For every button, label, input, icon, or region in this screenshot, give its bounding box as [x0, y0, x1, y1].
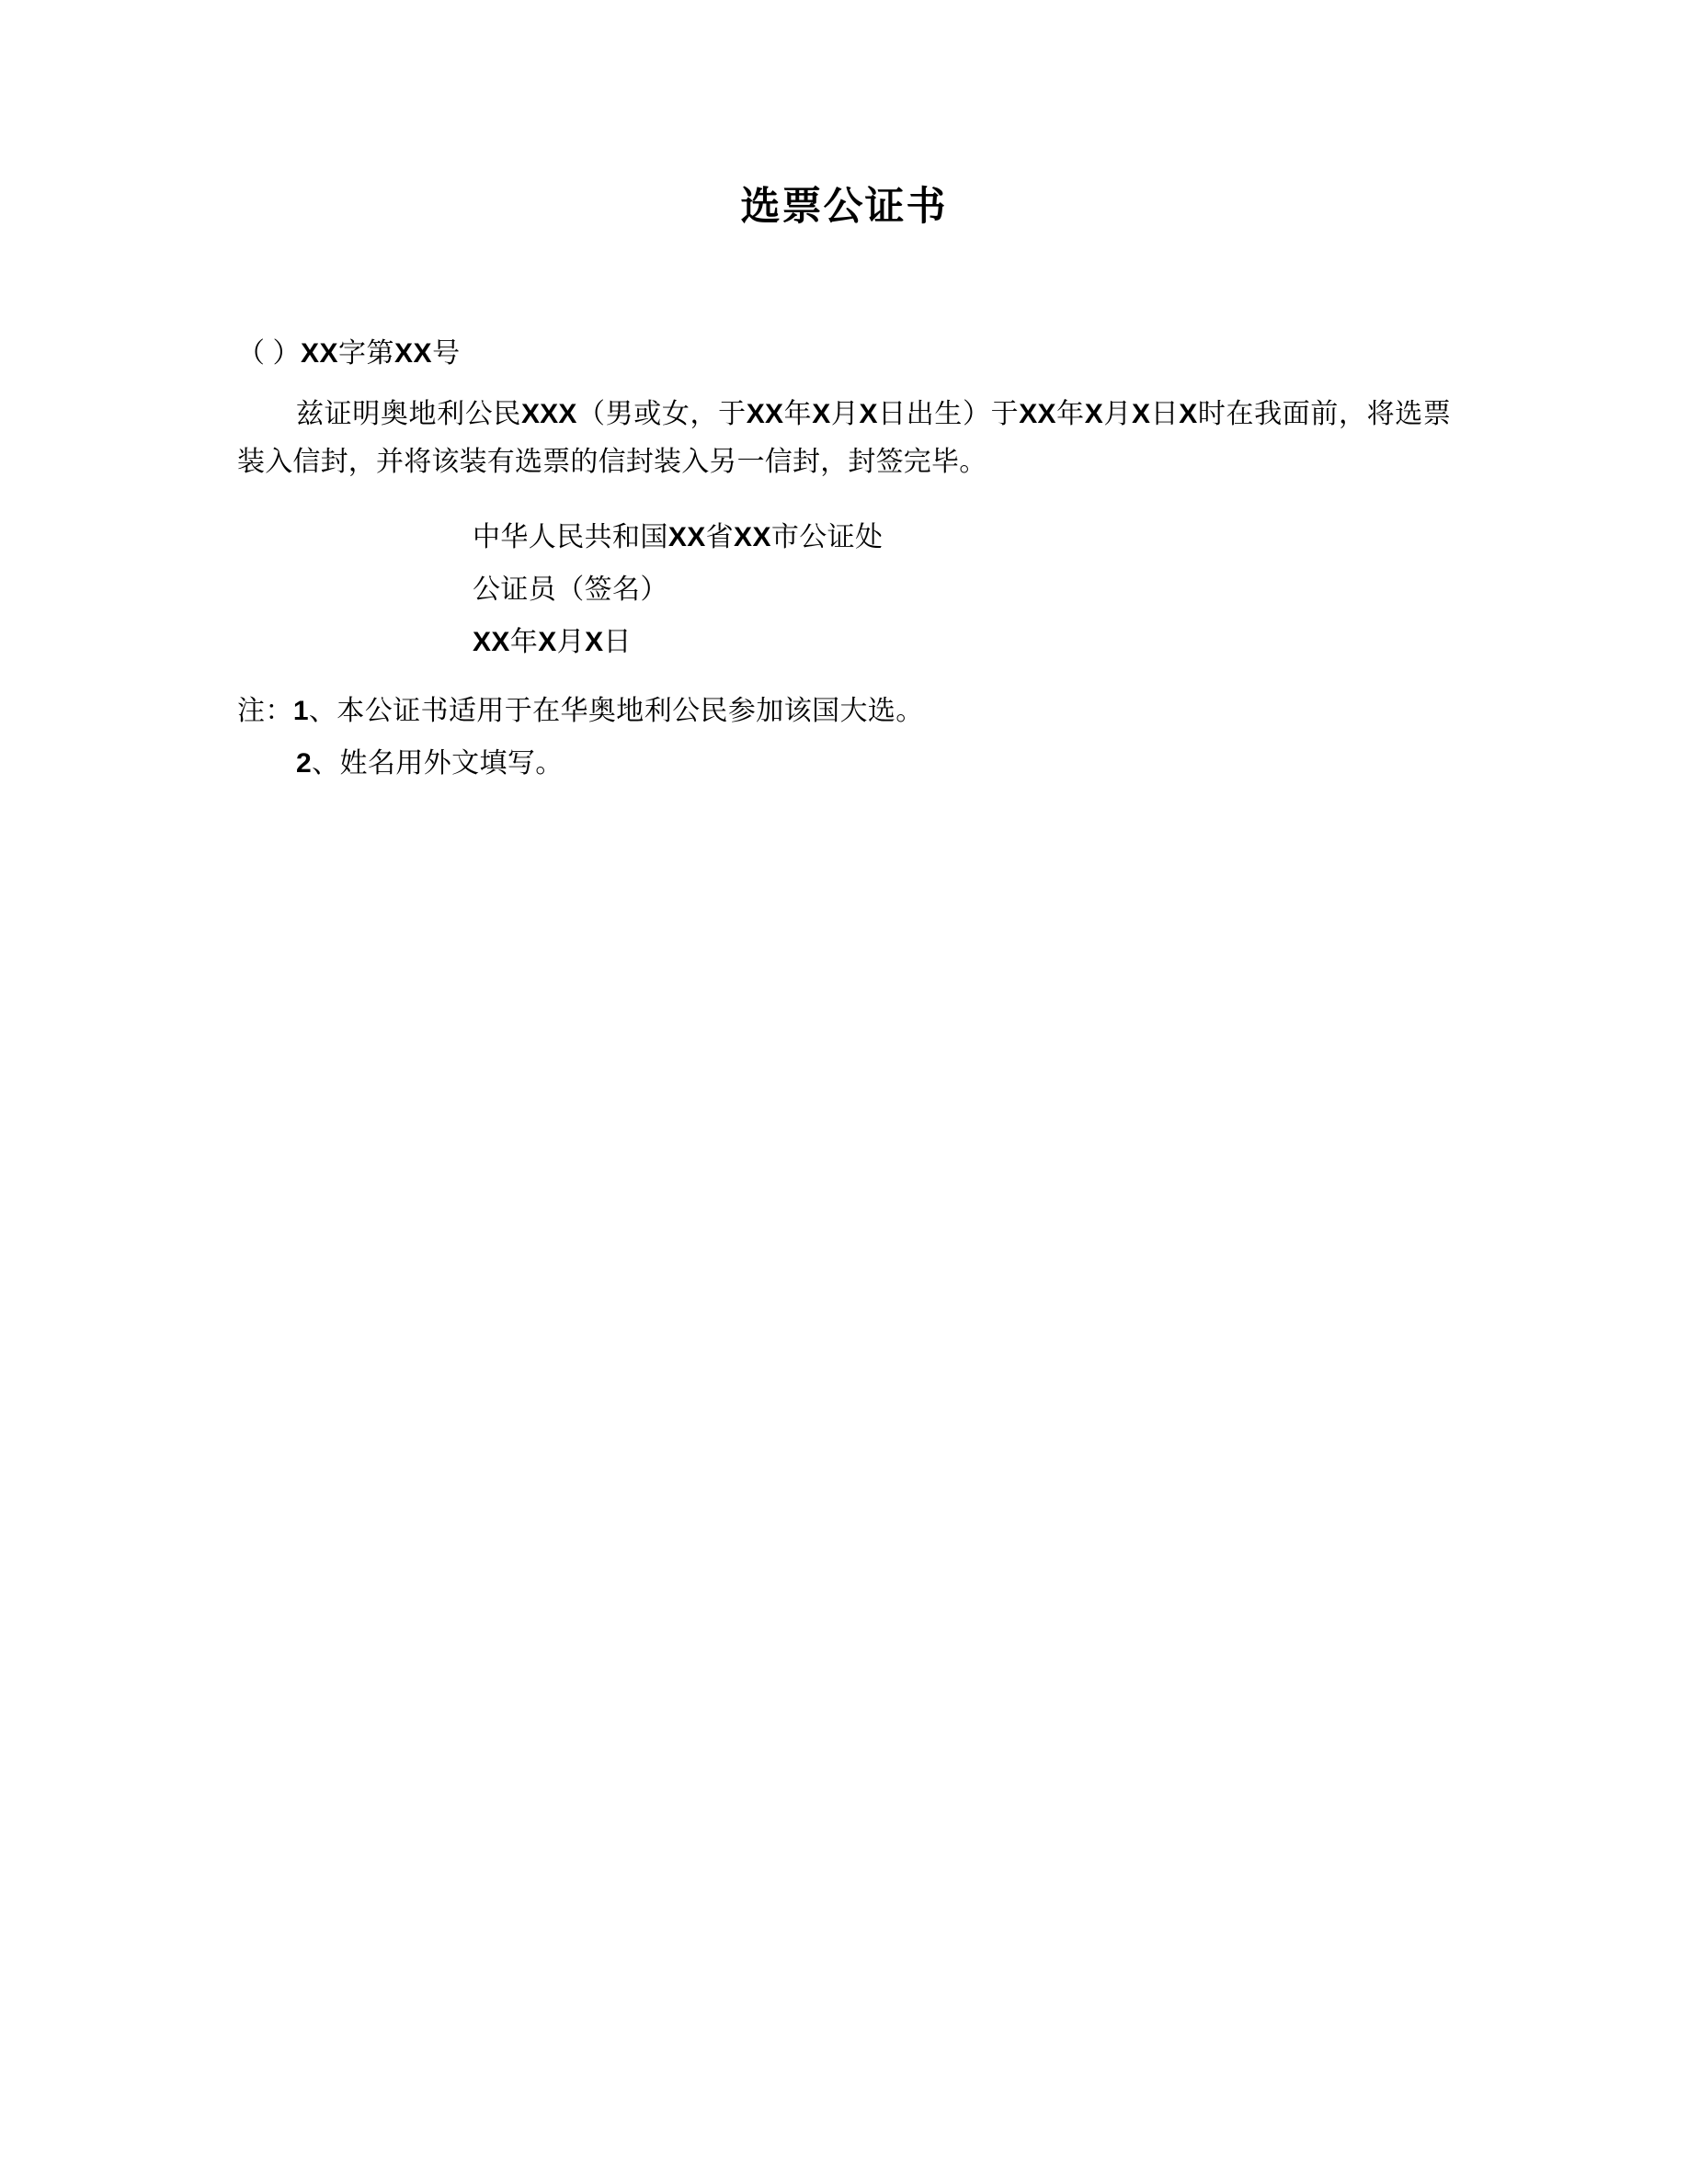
issuing-office: 中华人民共和国XX省XX市公证处: [473, 521, 884, 552]
page-title: 选票公证书: [740, 186, 948, 229]
notary-signature: 公证员（签名）: [473, 574, 668, 605]
signature-block: [237, 511, 1451, 668]
body-paragraph: 兹证明奥地利公民XXX（男或女，于XX年X月X日出生）于XX年X月X日X时在我面前，将选票装入信封，并将该装有选票的信封装入另一信封，封签完毕。: [237, 398, 1452, 478]
notes-block: [237, 685, 1451, 790]
note-item: 注：1、本公证书适用于在华奥地利公民参加该国大选。: [237, 695, 924, 726]
document-body: [237, 0, 1451, 790]
note-item: 2、姓名用外文填写。: [296, 747, 564, 779]
issue-date: XX年X月X日: [473, 626, 632, 657]
document-number: （ ）XX字第XX号: [237, 337, 461, 369]
